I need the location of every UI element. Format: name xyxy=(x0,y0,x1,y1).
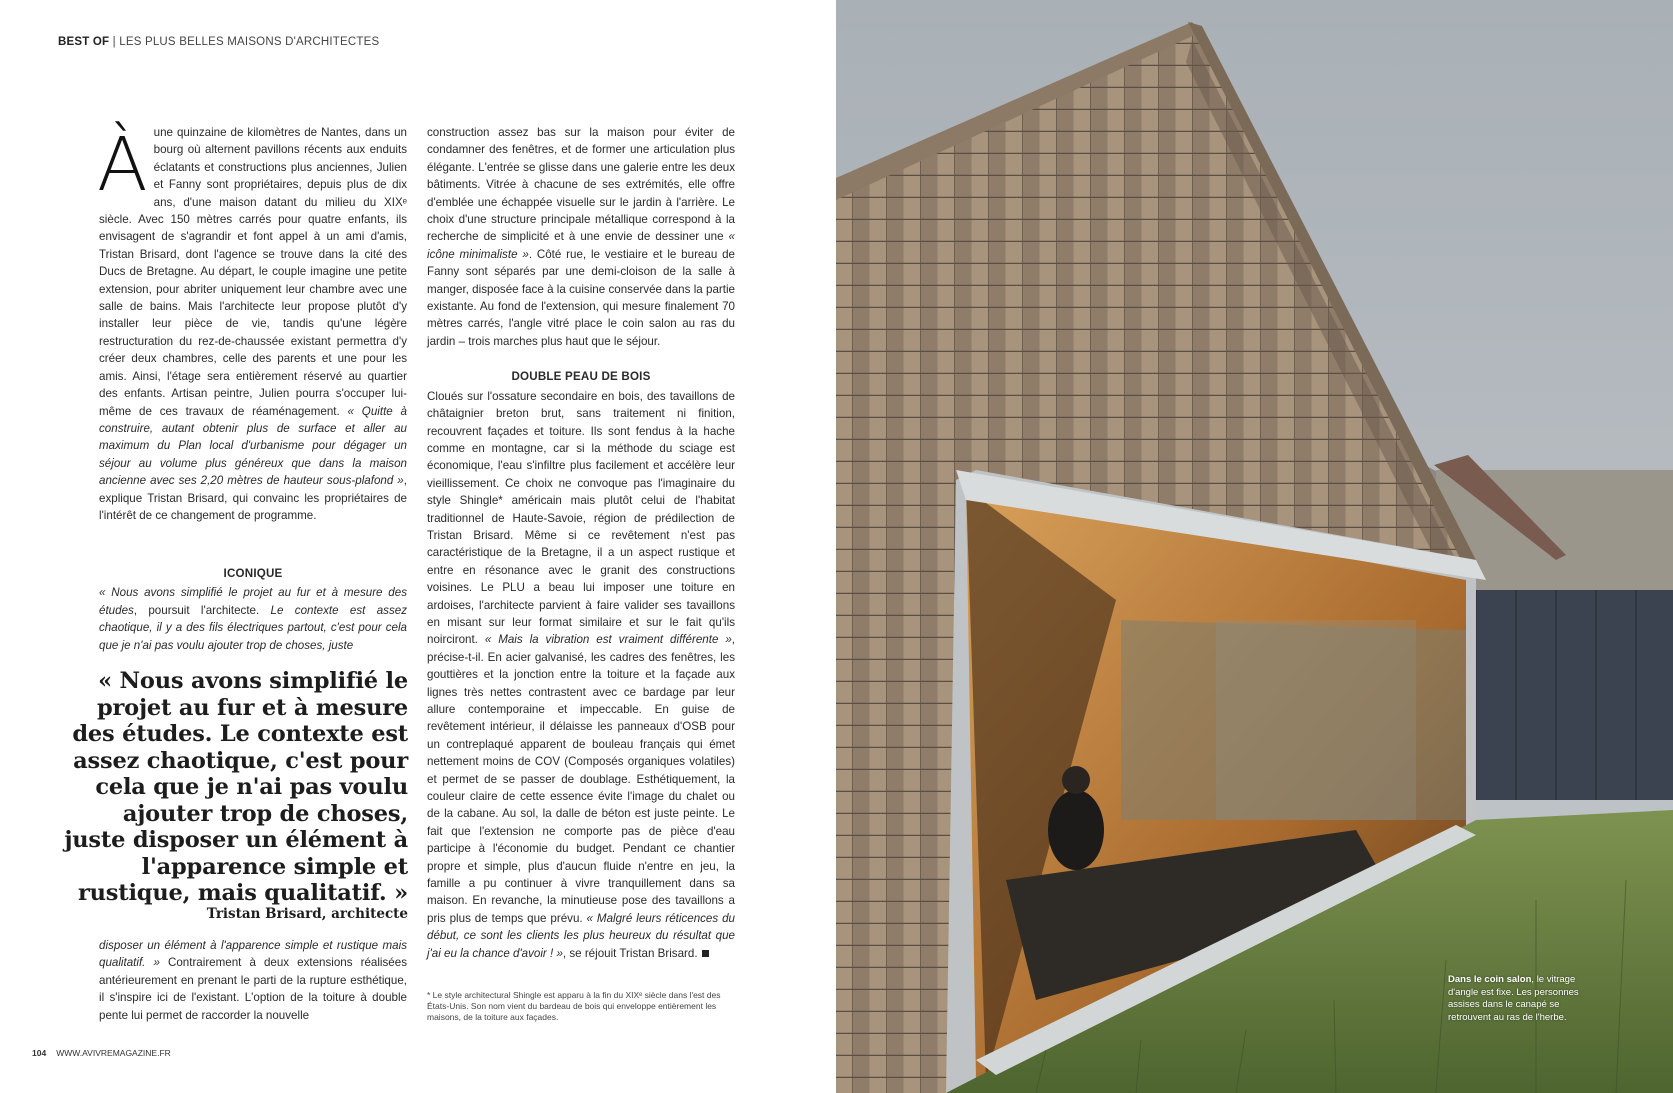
quote: disposer un élément à l'apparence simple et rustique mais qualitatif. » xyxy=(99,939,407,970)
photo-caption xyxy=(1448,974,1598,1024)
house-photo-illustration xyxy=(836,0,1673,1093)
caption-text: , le vitrage d'angle est fixe. Les personnes assises dans le canapé se retrouvent au ras de l'herbe. xyxy=(1448,974,1579,1023)
pull-quote: « Nous avons simplifié le projet au fur et à mesure des études. Le contexte est assez chaotique, c'est pour cela que je n'ai pas voulu ajouter trop de choses, juste disposer un élément à l'apparence simple et rustique, mais qualitatif. » xyxy=(64,668,408,906)
paragraph: Contrairement à deux extensions réalisées antérieurement en prenant le parti de la rupture esthétique, il s'inspire ici de l'existant. L'option de la toiture à double pente lui permet de raccorder la nouvelle xyxy=(99,956,407,1022)
separator: | xyxy=(109,36,120,48)
article-column-1 xyxy=(99,124,407,524)
article-column-1-lower xyxy=(99,552,407,654)
page-number: 104 xyxy=(32,1048,47,1058)
paragraph: , se réjouit Tristan Brisard. xyxy=(562,946,698,960)
quote: « Mais la vibration est vraiment différente » xyxy=(484,633,732,647)
quote: Le contexte est assez chaotique, il y a des fils électriques partout, c'est pour cela que je n'ai pas voulu ajouter trop de choses, juste xyxy=(99,603,408,652)
paragraph: une quinzaine de kilomètres de Nantes, dans un bourg où alternent pavillons récents aux enduits éclatants et constructions plus anciennes, Julien et Fanny sont propriétaires, depuis plus de dix ans, d'une maison datant du milieu du XIXᵉ siècle. Avec 150 mètres carrés pour quatre enfants, ils envisagent de s'agrandir et font appel à un ami d'amis, Tristan Brisard, dont l'agence se trouve dans la cité des Ducs de Bretagne. Au départ, le couple imagine une petite extension, pour abriter uniquement leur chambre avec une salle de bains. Mais l'architecte leur propose plutôt d'y installer leur pièce de vie, tandis qu'une légère restructuration du rez-de-chaussée existant permettra d'y créer deux chambres, celle des parents et une pour les amis. Ainsi, l'étage sera entièrement réservé au quartier des enfants. Artisan peintre, Julien pourra s'occuper lui-même de ces travaux de réaménagement. xyxy=(99,126,407,418)
paragraph: , explique Tristan Brisard, qui convainc les propriétaires de l'intérêt de ce changement de programme. xyxy=(99,474,407,522)
quote: « Quitte à construire, autant obtenir plus de surface et aller au maximum du Plan local d'urbanisme pour dégager un séjour au volume plus généreux que dans la maison ancienne avec ses 2,20 mètres de hauteur sous-plafond » xyxy=(99,404,407,488)
paragraph: , précise-t-il. En acier galvanisé, les cadres des fenêtres, les gouttières et la jonction entre la toiture et la façade aux lignes très nettes contrastent avec ce bardage par leur allure contemporaine et impeccable. En guise de revêtement intérieur, il délaisse les panneaux d'OSB pour un contreplaqué apparent de bouleau français qui émet nettement moins de COV (Composés organiques volatiles) et permet de se passer de doublage. Esthétiquement, la couleur claire de cette essence évite l'image du chalet ou de la cabane. Au sol, la dalle de béton est juste peinte. Le fait que l'extension ne comporte pas de pièce d'eau participe à l'économie du budget. Pendant ce chantier propre et simple, plus d'aucun fluide n'entre en jeu, la famille a pu continuer à vivre tranquillement dans sa maison. En revanche, la minutieuse pose des tavaillons a pris plus de temps que prévu. xyxy=(427,633,735,925)
pull-quote-author: Tristan Brisard, architecte xyxy=(206,906,408,922)
subhead: DOUBLE PEAU DE BOIS xyxy=(511,370,651,384)
paragraph: Cloués sur l'ossature secondaire en bois, des tavaillons de châtaignier breton brut, sans traitement ni finition, recouvrent façades et toiture. Ils sont fendus à la hache comme en montagne, car si la méthode du sciage est économique, l'eau s'infiltre plus facilement et accélère leur vieillissement. Ce choix ne convoque pas l'imaginaire du style Shingle* américain mais plutôt celui de l'habitat traditionnel de Haute-Savoie, région de prédilection de Tristan Brisard. Même si ce revêtement n'est pas caractéristique de la Bretagne, il a un aspect rustique et entre en résonance avec le granit des constructions voisines. Le PLU a beau lui imposer une toiture en ardoises, l'architecte parvient à faire valider ses tavaillons en misant sur leur format similaire et sur le fait qu'ils noirciront. xyxy=(427,389,735,647)
article-column-2 xyxy=(427,124,735,962)
running-head xyxy=(58,36,379,48)
quote: « Nous avons simplifié le projet au fur et à mesure des études xyxy=(99,586,407,617)
quote: « icône minimaliste » xyxy=(427,230,735,261)
section-label: BEST OF xyxy=(58,36,110,48)
photo xyxy=(836,0,1673,1093)
caption-lead: Dans le coin salon xyxy=(1448,974,1532,985)
footnote: * Le style architectural Shingle est apparu à la fin du XIXᵉ siècle dans l'est des États-Unis. Son nom vient du bardeau de bois qui enveloppe entièrement les maisons, de la toiture aux façades. xyxy=(427,990,721,1022)
quote: « Malgré leurs réticences du début, ce sont les clients les plus heureux du résultat que j'ai eu la chance d'avoir ! » xyxy=(427,911,736,960)
article-column-1-bottom xyxy=(99,937,407,1024)
paragraph: , poursuit l'architecte. xyxy=(133,603,271,617)
folio xyxy=(32,1048,171,1058)
section-title: LES PLUS BELLES MAISONS D'ARCHITECTES xyxy=(119,36,380,48)
left-page xyxy=(0,0,836,1093)
paragraph: . Côté rue, le vestiaire et le bureau de Fanny sont séparés par une demi-cloison de la salle à manger, disposée face à la cuisine conservée dans la partie existante. Au fond de l'extension, qui mesure finalement 70 mètres carrés, l'angle vitré place le coin salon au ras du jardin – trois marches plus haut que le séjour. xyxy=(427,247,736,348)
drop-cap: À xyxy=(97,122,148,208)
subhead: ICONIQUE xyxy=(223,567,283,580)
end-mark-icon xyxy=(702,950,709,957)
website: WWW.AVIVREMAGAZINE.FR xyxy=(56,1048,171,1058)
paragraph: construction assez bas sur la maison pour éviter de condamner des fenêtres, et de former une articulation plus élégante. L'entrée se glisse dans une galerie entre les deux bâtiments. Vitrée à chacune de ses extrémités, elle offre d'emblée une échappée visuelle sur le jardin à l'arrière. Le choix d'une structure principale métallique correspond à la recherche de simplicité et à une envie de dessiner une xyxy=(427,126,735,244)
